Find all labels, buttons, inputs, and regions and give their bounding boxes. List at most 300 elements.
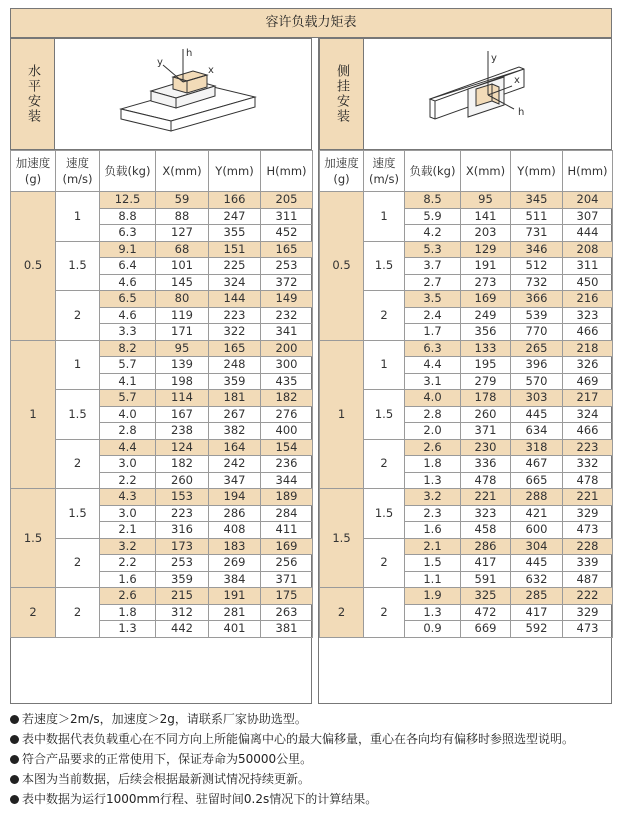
table-title: 容许负载力矩表 <box>10 8 612 38</box>
column-header: H(mm) <box>563 151 613 192</box>
h-cell: 466 <box>563 324 613 341</box>
h-cell: 200 <box>261 340 313 357</box>
x-cell: 198 <box>156 373 209 390</box>
table-row <box>11 489 313 506</box>
acceleration-cell: 1.5 <box>11 489 56 588</box>
x-cell: 336 <box>461 456 511 473</box>
x-cell: 359 <box>156 571 209 588</box>
table-header-row <box>320 151 613 192</box>
y-cell: 303 <box>511 390 563 407</box>
y-cell: 225 <box>209 258 261 275</box>
y-cell: 539 <box>511 307 563 324</box>
h-cell: 473 <box>563 621 613 638</box>
x-cell: 669 <box>461 621 511 638</box>
x-cell: 249 <box>461 307 511 324</box>
column-header: 加速度(g) <box>11 151 56 192</box>
h-cell: 169 <box>261 538 313 555</box>
load-cell: 4.4 <box>100 439 156 456</box>
table-row <box>320 192 613 209</box>
y-cell: 632 <box>511 571 563 588</box>
note-item: 符合产品要求的正常使用下，保证寿命为50000公里。 <box>10 749 620 769</box>
x-cell: 253 <box>156 555 209 572</box>
y-cell: 345 <box>511 192 563 209</box>
h-cell: 189 <box>261 489 313 506</box>
x-cell: 171 <box>156 324 209 341</box>
speed-cell: 1 <box>364 192 405 242</box>
table-row <box>11 340 313 357</box>
y-cell: 144 <box>209 291 261 308</box>
axis-h-label: h <box>186 48 193 59</box>
x-cell: 124 <box>156 439 209 456</box>
y-cell: 665 <box>511 472 563 489</box>
bullet-icon <box>10 735 19 744</box>
speed-cell: 2 <box>56 538 100 588</box>
y-cell: 288 <box>511 489 563 506</box>
y-cell: 732 <box>511 274 563 291</box>
table-row <box>320 489 613 506</box>
column-header: X(mm) <box>156 151 209 192</box>
load-cell: 8.2 <box>100 340 156 357</box>
x-cell: 178 <box>461 390 511 407</box>
x-cell: 153 <box>156 489 209 506</box>
h-cell: 205 <box>261 192 313 209</box>
y-cell: 151 <box>209 241 261 258</box>
load-cell: 2.7 <box>405 274 461 291</box>
y-cell: 600 <box>511 522 563 539</box>
y-cell: 223 <box>209 307 261 324</box>
y-cell: 324 <box>209 274 261 291</box>
x-cell: 286 <box>461 538 511 555</box>
y-cell: 512 <box>511 258 563 275</box>
load-cell: 2.8 <box>405 406 461 423</box>
load-cell: 8.5 <box>405 192 461 209</box>
h-cell: 256 <box>261 555 313 572</box>
axis-y-label-side: y <box>491 53 497 64</box>
column-header: H(mm) <box>261 151 313 192</box>
load-cell: 9.1 <box>100 241 156 258</box>
x-cell: 417 <box>461 555 511 572</box>
table-row <box>11 390 313 407</box>
h-cell: 263 <box>261 604 313 621</box>
y-cell: 285 <box>511 588 563 605</box>
table-row <box>320 340 613 357</box>
x-cell: 68 <box>156 241 209 258</box>
table-row <box>320 291 613 308</box>
column-header: Y(mm) <box>209 151 261 192</box>
bullet-icon <box>10 795 19 804</box>
load-cell: 2.6 <box>100 588 156 605</box>
h-cell: 469 <box>563 373 613 390</box>
h-cell: 381 <box>261 621 313 638</box>
load-cell: 2.2 <box>100 555 156 572</box>
y-cell: 421 <box>511 505 563 522</box>
speed-cell: 1.5 <box>56 241 100 291</box>
h-cell: 232 <box>261 307 313 324</box>
table-row <box>11 588 313 605</box>
speed-cell: 1 <box>56 192 100 242</box>
y-cell: 355 <box>209 225 261 242</box>
y-cell: 304 <box>511 538 563 555</box>
load-cell: 3.0 <box>100 505 156 522</box>
y-cell: 247 <box>209 208 261 225</box>
load-cell: 1.3 <box>100 621 156 638</box>
y-cell: 242 <box>209 456 261 473</box>
h-cell: 223 <box>563 439 613 456</box>
x-cell: 129 <box>461 241 511 258</box>
table-row <box>11 291 313 308</box>
x-cell: 312 <box>156 604 209 621</box>
h-cell: 329 <box>563 604 613 621</box>
orientation-label-horizontal: 水平安装 <box>10 38 55 150</box>
y-cell: 347 <box>209 472 261 489</box>
h-cell: 452 <box>261 225 313 242</box>
y-cell: 281 <box>209 604 261 621</box>
load-cell: 4.0 <box>100 406 156 423</box>
h-cell: 284 <box>261 505 313 522</box>
load-cell: 1.3 <box>405 472 461 489</box>
load-cell: 3.2 <box>100 538 156 555</box>
h-cell: 217 <box>563 390 613 407</box>
x-cell: 169 <box>461 291 511 308</box>
column-header: 速度(m/s) <box>364 151 405 192</box>
axis-x-label-side: x <box>514 75 520 86</box>
h-cell: 371 <box>261 571 313 588</box>
x-cell: 145 <box>156 274 209 291</box>
x-cell: 591 <box>461 571 511 588</box>
load-cell: 6.3 <box>405 340 461 357</box>
load-cell: 3.5 <box>405 291 461 308</box>
y-cell: 269 <box>209 555 261 572</box>
y-cell: 318 <box>511 439 563 456</box>
h-cell: 411 <box>261 522 313 539</box>
y-cell: 592 <box>511 621 563 638</box>
h-cell: 329 <box>563 505 613 522</box>
table-row <box>320 390 613 407</box>
axis-x-label: x <box>208 65 214 76</box>
y-cell: 181 <box>209 390 261 407</box>
y-cell: 467 <box>511 456 563 473</box>
h-cell: 341 <box>261 324 313 341</box>
load-cell: 12.5 <box>100 192 156 209</box>
h-cell: 276 <box>261 406 313 423</box>
x-cell: 80 <box>156 291 209 308</box>
load-cell: 1.6 <box>405 522 461 539</box>
table-header-row <box>11 151 313 192</box>
acceleration-cell: 1 <box>320 340 364 489</box>
bullet-icon <box>10 775 19 784</box>
table-row <box>320 439 613 456</box>
load-cell: 1.9 <box>405 588 461 605</box>
x-cell: 191 <box>461 258 511 275</box>
acceleration-cell: 1 <box>11 340 56 489</box>
h-cell: 323 <box>563 307 613 324</box>
load-cell: 5.7 <box>100 357 156 374</box>
h-cell: 311 <box>563 258 613 275</box>
y-cell: 191 <box>209 588 261 605</box>
y-cell: 322 <box>209 324 261 341</box>
y-cell: 396 <box>511 357 563 374</box>
table-row <box>320 241 613 258</box>
h-cell: 182 <box>261 390 313 407</box>
h-cell: 165 <box>261 241 313 258</box>
x-cell: 95 <box>156 340 209 357</box>
load-cell: 1.1 <box>405 571 461 588</box>
h-cell: 332 <box>563 456 613 473</box>
y-cell: 570 <box>511 373 563 390</box>
load-cell: 6.4 <box>100 258 156 275</box>
note-item: 若速度＞2m/s，加速度＞2g，请联系厂家协助选型。 <box>10 709 620 729</box>
note-item: 表中数据为运行1000mm行程、驻留时间0.2s情况下的计算结果。 <box>10 789 620 809</box>
load-cell: 4.4 <box>405 357 461 374</box>
speed-cell: 1.5 <box>56 390 100 440</box>
h-cell: 466 <box>563 423 613 440</box>
load-cell: 1.8 <box>100 604 156 621</box>
x-cell: 356 <box>461 324 511 341</box>
column-header: Y(mm) <box>511 151 563 192</box>
h-cell: 478 <box>563 472 613 489</box>
load-cell: 1.6 <box>100 571 156 588</box>
y-cell: 166 <box>209 192 261 209</box>
x-cell: 478 <box>461 472 511 489</box>
x-cell: 101 <box>156 258 209 275</box>
speed-cell: 2 <box>56 439 100 489</box>
load-cell: 4.0 <box>405 390 461 407</box>
load-cell: 6.5 <box>100 291 156 308</box>
side-load-table <box>319 150 613 638</box>
load-cell: 2.8 <box>100 423 156 440</box>
h-cell: 400 <box>261 423 313 440</box>
x-cell: 215 <box>156 588 209 605</box>
h-cell: 372 <box>261 274 313 291</box>
h-cell: 221 <box>563 489 613 506</box>
x-cell: 182 <box>156 456 209 473</box>
y-cell: 445 <box>511 555 563 572</box>
h-cell: 154 <box>261 439 313 456</box>
table-row <box>11 439 313 456</box>
x-cell: 133 <box>461 340 511 357</box>
load-cell: 4.6 <box>100 307 156 324</box>
h-cell: 450 <box>563 274 613 291</box>
load-cell: 4.2 <box>405 225 461 242</box>
x-cell: 127 <box>156 225 209 242</box>
x-cell: 59 <box>156 192 209 209</box>
y-cell: 183 <box>209 538 261 555</box>
y-cell: 634 <box>511 423 563 440</box>
y-cell: 164 <box>209 439 261 456</box>
y-cell: 194 <box>209 489 261 506</box>
speed-cell: 2 <box>364 291 405 341</box>
x-cell: 230 <box>461 439 511 456</box>
bullet-icon <box>10 755 19 764</box>
acceleration-cell: 0.5 <box>320 192 364 341</box>
axis-h-label-side: h <box>518 107 525 118</box>
h-cell: 216 <box>563 291 613 308</box>
h-cell: 473 <box>563 522 613 539</box>
h-cell: 204 <box>563 192 613 209</box>
h-cell: 228 <box>563 538 613 555</box>
load-cell: 2.3 <box>405 505 461 522</box>
column-header: 速度(m/s) <box>56 151 100 192</box>
load-cell: 4.3 <box>100 489 156 506</box>
horizontal-mount-diagram <box>54 38 312 150</box>
h-cell: 311 <box>261 208 313 225</box>
h-cell: 444 <box>563 225 613 242</box>
load-cell: 2.1 <box>100 522 156 539</box>
speed-cell: 1 <box>56 340 100 390</box>
h-cell: 324 <box>563 406 613 423</box>
y-cell: 366 <box>511 291 563 308</box>
y-cell: 165 <box>209 340 261 357</box>
load-cell: 3.2 <box>405 489 461 506</box>
h-cell: 175 <box>261 588 313 605</box>
load-cell: 5.7 <box>100 390 156 407</box>
h-cell: 149 <box>261 291 313 308</box>
load-cell: 3.3 <box>100 324 156 341</box>
load-cell: 1.7 <box>405 324 461 341</box>
load-cell: 6.3 <box>100 225 156 242</box>
x-cell: 323 <box>461 505 511 522</box>
x-cell: 316 <box>156 522 209 539</box>
x-cell: 325 <box>461 588 511 605</box>
h-cell: 435 <box>261 373 313 390</box>
load-cell: 2.4 <box>405 307 461 324</box>
y-cell: 346 <box>511 241 563 258</box>
speed-cell: 2 <box>56 588 100 638</box>
speed-cell: 1.5 <box>56 489 100 539</box>
load-cell: 4.1 <box>100 373 156 390</box>
load-cell: 3.7 <box>405 258 461 275</box>
acceleration-cell: 2 <box>320 588 364 638</box>
speed-cell: 2 <box>364 538 405 588</box>
y-cell: 770 <box>511 324 563 341</box>
x-cell: 203 <box>461 225 511 242</box>
h-cell: 307 <box>563 208 613 225</box>
speed-cell: 1.5 <box>364 241 405 291</box>
axis-y-label: y <box>157 57 163 68</box>
orientation-label-side: 侧挂安装 <box>319 38 364 150</box>
table-row <box>320 588 613 605</box>
load-cell: 8.8 <box>100 208 156 225</box>
side-mount-illustration <box>364 39 611 149</box>
column-header: 负载(kg) <box>405 151 461 192</box>
y-cell: 731 <box>511 225 563 242</box>
x-cell: 195 <box>461 357 511 374</box>
y-cell: 384 <box>209 571 261 588</box>
x-cell: 458 <box>461 522 511 539</box>
x-cell: 114 <box>156 390 209 407</box>
table-row <box>11 192 313 209</box>
x-cell: 273 <box>461 274 511 291</box>
column-header: X(mm) <box>461 151 511 192</box>
x-cell: 260 <box>156 472 209 489</box>
horizontal-mount-illustration <box>55 39 311 149</box>
load-cell: 2.0 <box>405 423 461 440</box>
load-cell: 2.6 <box>405 439 461 456</box>
side-mount-diagram <box>363 38 612 150</box>
acceleration-cell: 1.5 <box>320 489 364 588</box>
load-cell: 5.9 <box>405 208 461 225</box>
y-cell: 445 <box>511 406 563 423</box>
y-cell: 265 <box>511 340 563 357</box>
h-cell: 326 <box>563 357 613 374</box>
acceleration-cell: 2 <box>11 588 56 638</box>
load-cell: 1.8 <box>405 456 461 473</box>
y-cell: 417 <box>511 604 563 621</box>
table-row <box>11 538 313 555</box>
column-header: 负载(kg) <box>100 151 156 192</box>
load-cell: 3.1 <box>405 373 461 390</box>
notes-list <box>10 709 620 809</box>
x-cell: 442 <box>156 621 209 638</box>
load-cell: 4.6 <box>100 274 156 291</box>
y-cell: 248 <box>209 357 261 374</box>
x-cell: 371 <box>461 423 511 440</box>
x-cell: 88 <box>156 208 209 225</box>
load-cell: 0.9 <box>405 621 461 638</box>
y-cell: 401 <box>209 621 261 638</box>
load-cell: 2.1 <box>405 538 461 555</box>
load-cell: 2.2 <box>100 472 156 489</box>
note-item: 本图为当前数据，后续会根据最新测试情况持续更新。 <box>10 769 620 789</box>
speed-cell: 1.5 <box>364 489 405 539</box>
load-cell: 3.0 <box>100 456 156 473</box>
load-cell: 5.3 <box>405 241 461 258</box>
x-cell: 167 <box>156 406 209 423</box>
load-cell: 1.3 <box>405 604 461 621</box>
h-cell: 339 <box>563 555 613 572</box>
y-cell: 267 <box>209 406 261 423</box>
column-header: 加速度(g) <box>320 151 364 192</box>
x-cell: 141 <box>461 208 511 225</box>
x-cell: 221 <box>461 489 511 506</box>
x-cell: 95 <box>461 192 511 209</box>
x-cell: 279 <box>461 373 511 390</box>
speed-cell: 1 <box>364 340 405 390</box>
y-cell: 382 <box>209 423 261 440</box>
h-cell: 253 <box>261 258 313 275</box>
speed-cell: 2 <box>364 588 405 638</box>
load-cell: 1.5 <box>405 555 461 572</box>
x-cell: 472 <box>461 604 511 621</box>
h-cell: 300 <box>261 357 313 374</box>
speed-cell: 2 <box>364 439 405 489</box>
x-cell: 260 <box>461 406 511 423</box>
acceleration-cell: 0.5 <box>11 192 56 341</box>
y-cell: 511 <box>511 208 563 225</box>
speed-cell: 1.5 <box>364 390 405 440</box>
table-row <box>320 538 613 555</box>
y-cell: 408 <box>209 522 261 539</box>
note-item: 表中数据代表负载重心在不同方向上所能偏离中心的最大偏移量，重心在各向均有偏移时参照选型说明。 <box>10 729 620 749</box>
h-cell: 487 <box>563 571 613 588</box>
table-row <box>11 241 313 258</box>
bullet-icon <box>10 715 19 724</box>
x-cell: 119 <box>156 307 209 324</box>
h-cell: 236 <box>261 456 313 473</box>
x-cell: 223 <box>156 505 209 522</box>
x-cell: 173 <box>156 538 209 555</box>
h-cell: 218 <box>563 340 613 357</box>
horizontal-load-table <box>10 150 313 638</box>
y-cell: 359 <box>209 373 261 390</box>
x-cell: 238 <box>156 423 209 440</box>
h-cell: 344 <box>261 472 313 489</box>
x-cell: 139 <box>156 357 209 374</box>
speed-cell: 2 <box>56 291 100 341</box>
h-cell: 208 <box>563 241 613 258</box>
y-cell: 286 <box>209 505 261 522</box>
h-cell: 222 <box>563 588 613 605</box>
